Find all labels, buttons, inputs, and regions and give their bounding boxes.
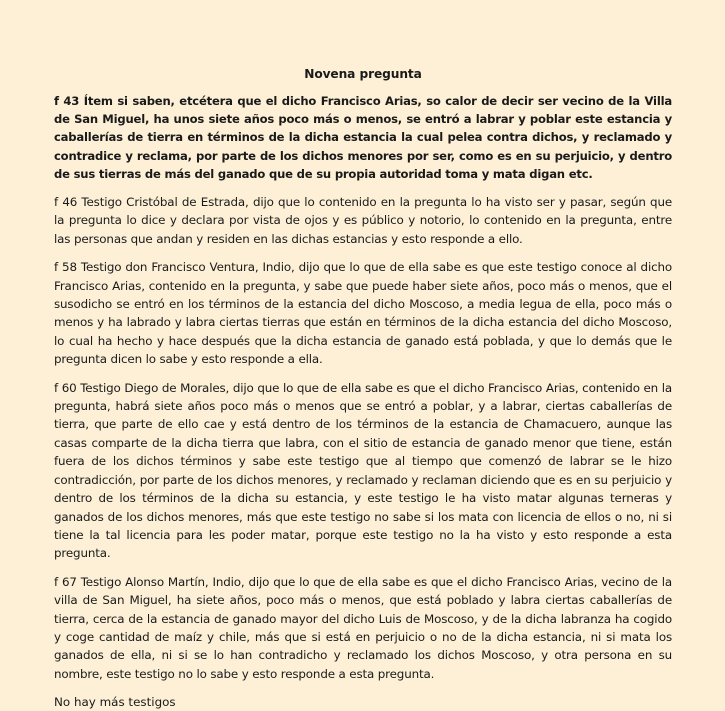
testimony-paragraph-estrada: f 46 Testigo Cristóbal de Estrada, dijo que lo contenido en la pregunta lo ha visto ser y pasar, según que la pregunta lo dice y declara por vista de ojos y es público y notorio, lo contenido en la pregunta, entre las personas que andan y residen en las dichas estancias y esto responde a ello. bbox=[54, 195, 672, 246]
document-body bbox=[54, 66, 672, 711]
testimony-paragraph-martin: f 67 Testigo Alonso Martín, Indio, dijo que lo que de ella sabe es que el dicho Francisco Arias, vecino de la villa de San Miguel, ha siete años, poco más o menos, que está poblado y labra ciertas caballerías de tierra, cerca de la estancia de ganado mayor del dicho Luis de Moscoso, y de la dicha labranza ha cogido y coge cantidad de maíz y chile, más que si está en perjuicio o no de la dicha estancia, ni si mata los ganados de ella, ni si se lo han contradicho y reclamado los dichos Moscoso, y otra persona en su nombre, este testigo no lo sabe y esto responde a esta pregunta. bbox=[54, 574, 672, 681]
testimony-paragraph-morales: f 60 Testigo Diego de Morales, dijo que lo que de ella sabe es que el dicho Francisco Arias, contenido en la pregunta, habrá siete años poco más o menos que se entró a poblar, y a labrar, ciertas caballerías de tierra, que parte de ello cae y está dentro de los términos de la estancia de Chamacuero, aunque las casas comparte de la dicha tierra que labra, con el sitio de estancia de ganado menor que tiene, están fuera de los dichos términos y sabe este testigo que al tiempo que comenzó de labrar se le hizo contradicción, por parte de los dichos menores, y reclamado y reclaman diciendo que es en su perjuicio y dentro de los términos de la dicha su estancia, y este testigo le ha visto matar algunas terneras y ganados de los dichos menores, más que este testigo no sabe si los mata con licencia de ellos o no, ni si tiene la tal licencia para les poder matar, porque este testigo no la ha visto y esto responde a esta pregunta. bbox=[54, 380, 672, 561]
question-paragraph: f 43 Ítem si saben, etcétera que el dicho Francisco Arias, so calor de decir ser vecino de la Villa de San Miguel, ha unos siete años poco más o menos, se entró a labrar y poblar este estancia y caballerías de tierra en términos de la dicha estancia la cual pelea contra dichos, y reclamado y contradice y reclama, por parte de los dichos menores por ser, como es en su perjuicio, y dentro de sus tierras de más del ganado que de su propia autoridad toma y mata digan etc. bbox=[54, 94, 672, 181]
closing-note: No hay más testigos bbox=[54, 695, 176, 710]
testimony-paragraph-ventura: f 58 Testigo don Francisco Ventura, Indio, dijo que lo que de ella sabe es que este testigo conoce al dicho Francisco Arias, contenido en la pregunta, y sabe que puede haber siete años, poco más o menos, que el susodicho se entró en los términos de la estancia del dicho Moscoso, a media legua de ella, poco más o menos y ha labrado y labra ciertas tierras que están en términos de la dicha estancia del dicho Moscoso, lo cual ha hecho y hace después que la dicha estancia de ganado está poblada, y que lo demás que le pregunta dicen lo sabe y esto responde a ella. bbox=[54, 260, 672, 367]
section-heading: Novena pregunta bbox=[304, 67, 422, 81]
